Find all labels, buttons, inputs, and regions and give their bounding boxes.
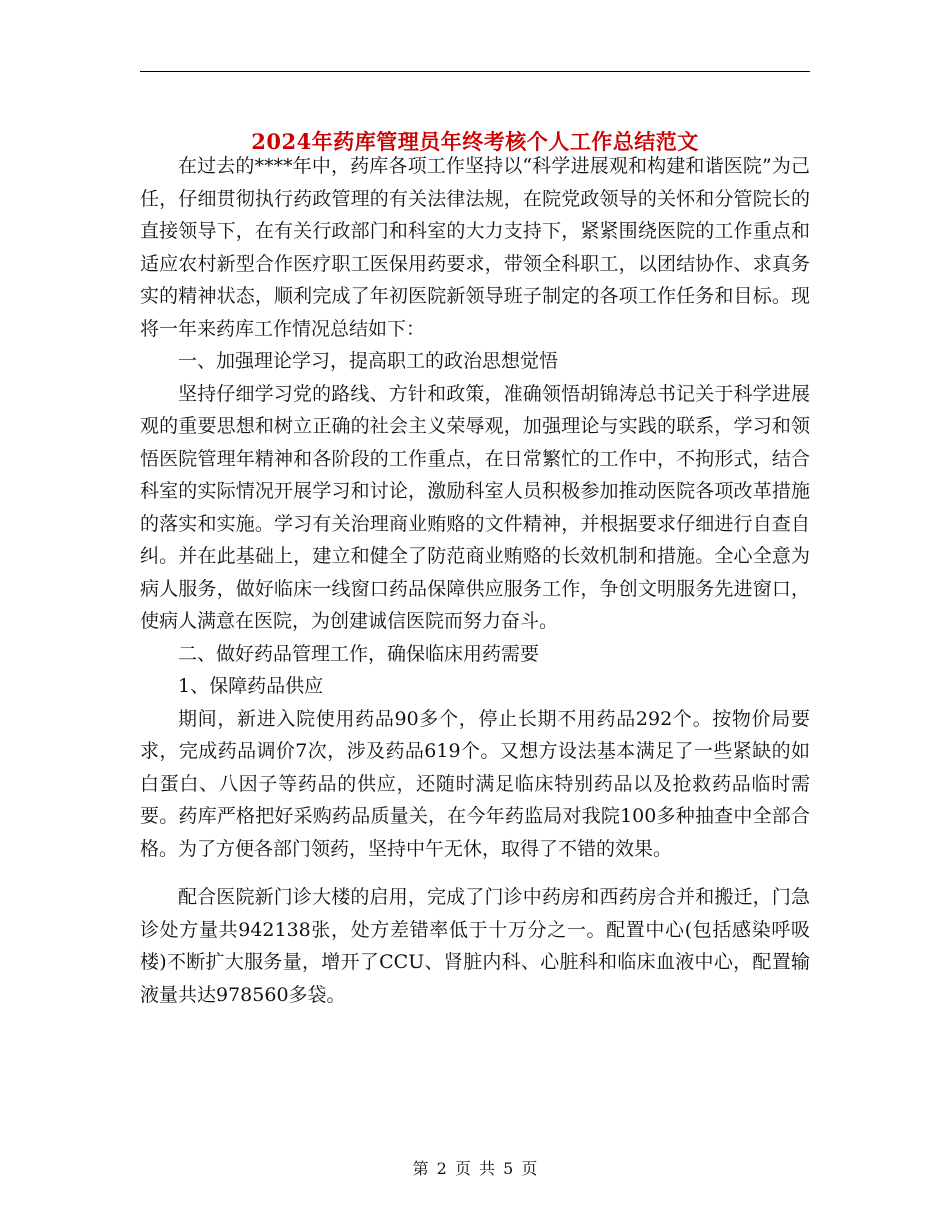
page-number-footer: 第 2 页 共 5 页 xyxy=(412,1159,538,1178)
section-heading-1: 一、加强理论学习，提高职工的政治思想觉悟 xyxy=(178,350,559,372)
body-paragraph: 配合医院新门诊大楼的启用，完成了门诊中药房和西药房合并和搬迁，门急诊处方量共942138张，处方差错率低于十万分之一。配置中心(包括感染呼吸楼)不断扩大服务量，增开了CCU、肾脏内科、心脏科和临床血液中心，配置输液量共达978560多袋。 xyxy=(140,886,810,1006)
subsection-heading: 1、保障药品供应 xyxy=(178,675,324,697)
body-paragraph: 坚持仔细学习党的路线、方针和政策，准确领悟胡锦涛总书记关于科学进展观的重要思想和树立正确的社会主义荣辱观，加强理论与实践的联系，学习和领悟医院管理年精神和各阶段的工作重点，在日常繁忙的工作中，不拘形式，结合科室的实际情况开展学习和讨论，激励科室人员积极参加推动医院各项改革措施的落实和实施。学习有关治理商业贿赂的文件精神，并根据要求仔细进行自查自纠。并在此基础上，建立和健全了防范商业贿赂的长效机制和措施。全心全意为病人服务，做好临床一线窗口药品保障供应服务工作，争创文明服务先进窗口，使病人满意在医院，为创建诚信医院而努力奋斗。 xyxy=(140,382,810,632)
document-title: 2024年药库管理员年终考核个人工作总结范文 xyxy=(251,129,699,155)
intro-paragraph: 在过去的****年中，药库各项工作坚持以“科学进展观和构建和谐医院”为己任，仔细贯彻执行药政管理的有关法律法规，在院党政领导的关怀和分管院长的直接领导下，在有关行政部门和科室的大力支持下，紧紧围绕医院的工作重点和适应农村新型合作医疗职工医保用药要求，带领全科职工，以团结协作、求真务实的精神状态，顺利完成了年初医院新领导班子制定的各项工作任务和目标。现将一年来药库工作情况总结如下： xyxy=(140,155,810,340)
section-heading-2: 二、做好药品管理工作，确保临床用药需要 xyxy=(178,642,540,665)
document-body xyxy=(140,150,810,1011)
header-rule xyxy=(140,71,810,72)
body-paragraph: 期间，新进入院使用药品90多个，停止长期不用药品292个。按物价局要求，完成药品调价7次，涉及药品619个。又想方设法基本满足了一些紧缺的如白蛋白、八因子等药品的供应，还随时满足临床特别药品以及抢救药品临时需要。药库严格把好采购药品质量关，在今年药监局对我院100多种抽查中全部合格。为了方便各部门领药，坚持中午无休，取得了不错的效果。 xyxy=(140,707,810,860)
